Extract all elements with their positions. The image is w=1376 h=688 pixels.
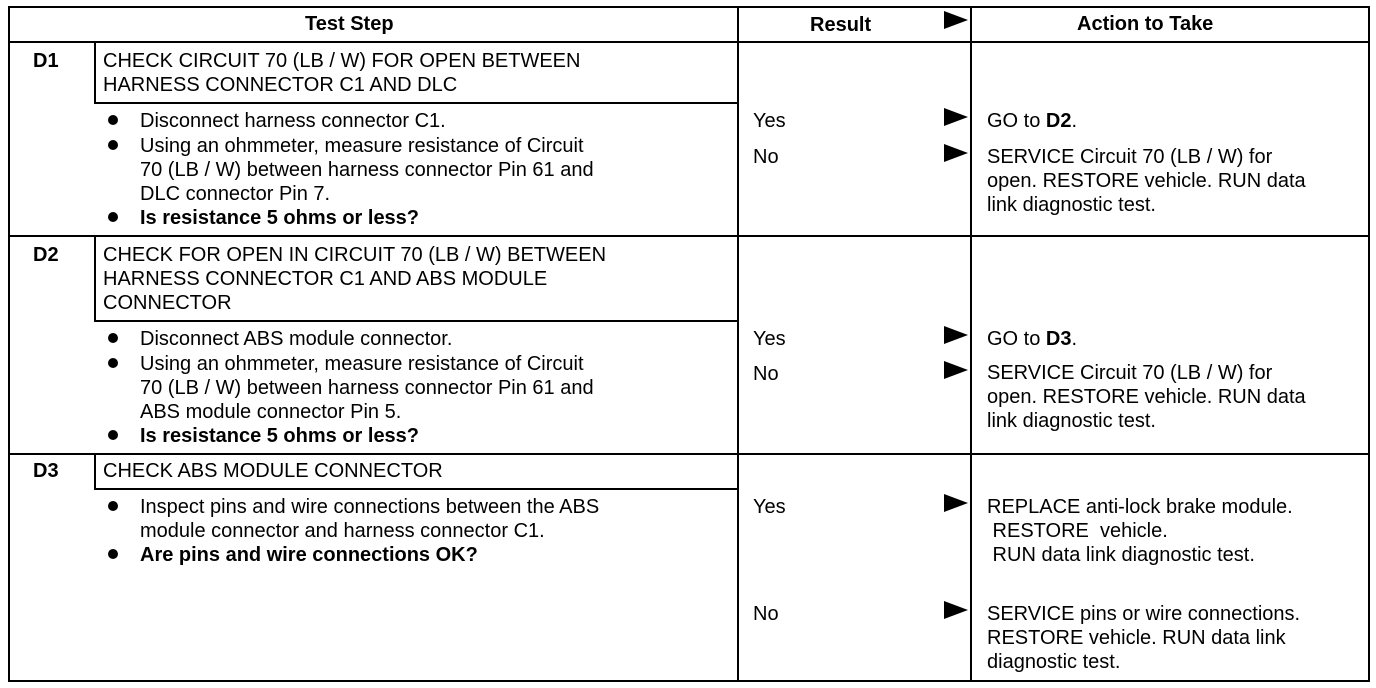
d2-action-no-line1: SERVICE Circuit 70 (LB / W) for [987, 362, 1273, 384]
step-id-d1: D1 [33, 50, 59, 72]
d1-bullet2-line3: DLC connector Pin 7. [140, 183, 331, 205]
d1-bullet1-line1: Disconnect harness connector C1. [140, 110, 446, 132]
bullet-icon [108, 140, 118, 150]
bullet-icon [108, 212, 118, 222]
d3-bullet2-line1: Are pins and wire connections OK? [140, 544, 478, 566]
step-title-d1-line2: HARNESS CONNECTOR C1 AND DLC [103, 74, 458, 96]
d3-bullet1-line2: module connector and harness connector C1. [140, 520, 545, 542]
title-divider-d1 [95, 102, 738, 104]
d3-result-yes: Yes [753, 496, 786, 518]
title-divider-d3 [95, 488, 738, 490]
bullet-icon [108, 430, 118, 440]
table-border-bottom [8, 680, 1370, 682]
header-arrow-icon [944, 11, 968, 29]
bullet-icon [108, 358, 118, 368]
step-title-d1-line1: CHECK CIRCUIT 70 (LB / W) FOR OPEN BETWEEN [103, 50, 581, 72]
table-border-top [8, 6, 1370, 8]
d2-no-arrow-icon [944, 361, 968, 379]
d2-action-no-line3: link diagnostic test. [987, 410, 1156, 432]
d3-action-no-line2: RESTORE vehicle. RUN data link [987, 627, 1286, 649]
d3-result-no: No [753, 603, 779, 625]
step-title-d2-line2: HARNESS CONNECTOR C1 AND ABS MODULE [103, 268, 548, 290]
column-divider-test-result [737, 6, 739, 682]
d2-bullet3-line1: Is resistance 5 ohms or less? [140, 425, 420, 447]
step-id-d3: D3 [33, 460, 59, 482]
d1-result-yes: Yes [753, 110, 786, 132]
d1-bullet2-line2: 70 (LB / W) between harness connector Pin 61 and [140, 159, 594, 181]
row-divider-d2-d3 [8, 453, 1370, 455]
header-divider [8, 41, 1370, 43]
header-test-step: Test Step [305, 13, 394, 35]
title-divider-d2 [95, 320, 738, 322]
d2-result-yes: Yes [753, 328, 786, 350]
d1-bullet2-line1: Using an ohmmeter, measure resistance of Circuit [140, 135, 584, 157]
table-border-right [1368, 6, 1370, 682]
d3-action-yes-line1: REPLACE anti-lock brake module. [987, 496, 1293, 518]
d2-bullet2-line1: Using an ohmmeter, measure resistance of Circuit [140, 353, 584, 375]
d2-action-no-line2: open. RESTORE vehicle. RUN data [987, 386, 1306, 408]
title-box-left-d2 [94, 235, 96, 322]
d3-action-no-line3: diagnostic test. [987, 651, 1121, 673]
d3-bullet1-line1: Inspect pins and wire connections between the ABS [140, 496, 600, 518]
d1-result-no: No [753, 146, 779, 168]
d3-yes-arrow-icon [944, 494, 968, 512]
d2-bullet2-line2: 70 (LB / W) between harness connector Pin 61 and [140, 377, 594, 399]
d1-no-arrow-icon [944, 144, 968, 162]
header-result: Result [810, 14, 872, 36]
bullet-icon [108, 549, 118, 559]
d1-action-no-line3: link diagnostic test. [987, 194, 1156, 216]
step-title-d2-line3: CONNECTOR [103, 292, 232, 314]
d1-action-no-line2: open. RESTORE vehicle. RUN data [987, 170, 1306, 192]
bullet-icon [108, 501, 118, 511]
column-divider-result-action [970, 6, 972, 682]
d2-result-no: No [753, 363, 779, 385]
row-divider-d1-d2 [8, 235, 1370, 237]
step-id-d2: D2 [33, 244, 59, 266]
d2-action-yes: GO to D3. [987, 328, 1078, 350]
d1-yes-arrow-icon [944, 108, 968, 126]
d1-action-yes: GO to D2. [987, 110, 1078, 132]
d3-action-yes-line2: RESTORE vehicle. [987, 520, 1168, 542]
step-title-d3-line1: CHECK ABS MODULE CONNECTOR [103, 460, 443, 482]
step-title-d2-line1: CHECK FOR OPEN IN CIRCUIT 70 (LB / W) BETWEEN [103, 244, 607, 266]
d2-bullet1-line1: Disconnect ABS module connector. [140, 328, 453, 350]
bullet-icon [108, 115, 118, 125]
title-box-left-d3 [94, 453, 96, 490]
title-box-left-d1 [94, 41, 96, 104]
bullet-icon [108, 333, 118, 343]
d2-yes-arrow-icon [944, 326, 968, 344]
d1-bullet3-line1: Is resistance 5 ohms or less? [140, 207, 420, 229]
d3-no-arrow-icon [944, 601, 968, 619]
d3-action-yes-line3: RUN data link diagnostic test. [987, 544, 1255, 566]
d1-action-no-line1: SERVICE Circuit 70 (LB / W) for [987, 146, 1273, 168]
table-border-left [8, 6, 10, 682]
header-action-to-take: Action to Take [1077, 13, 1214, 35]
d3-action-no-line1: SERVICE pins or wire connections. [987, 603, 1301, 625]
d2-bullet2-line3: ABS module connector Pin 5. [140, 401, 402, 423]
